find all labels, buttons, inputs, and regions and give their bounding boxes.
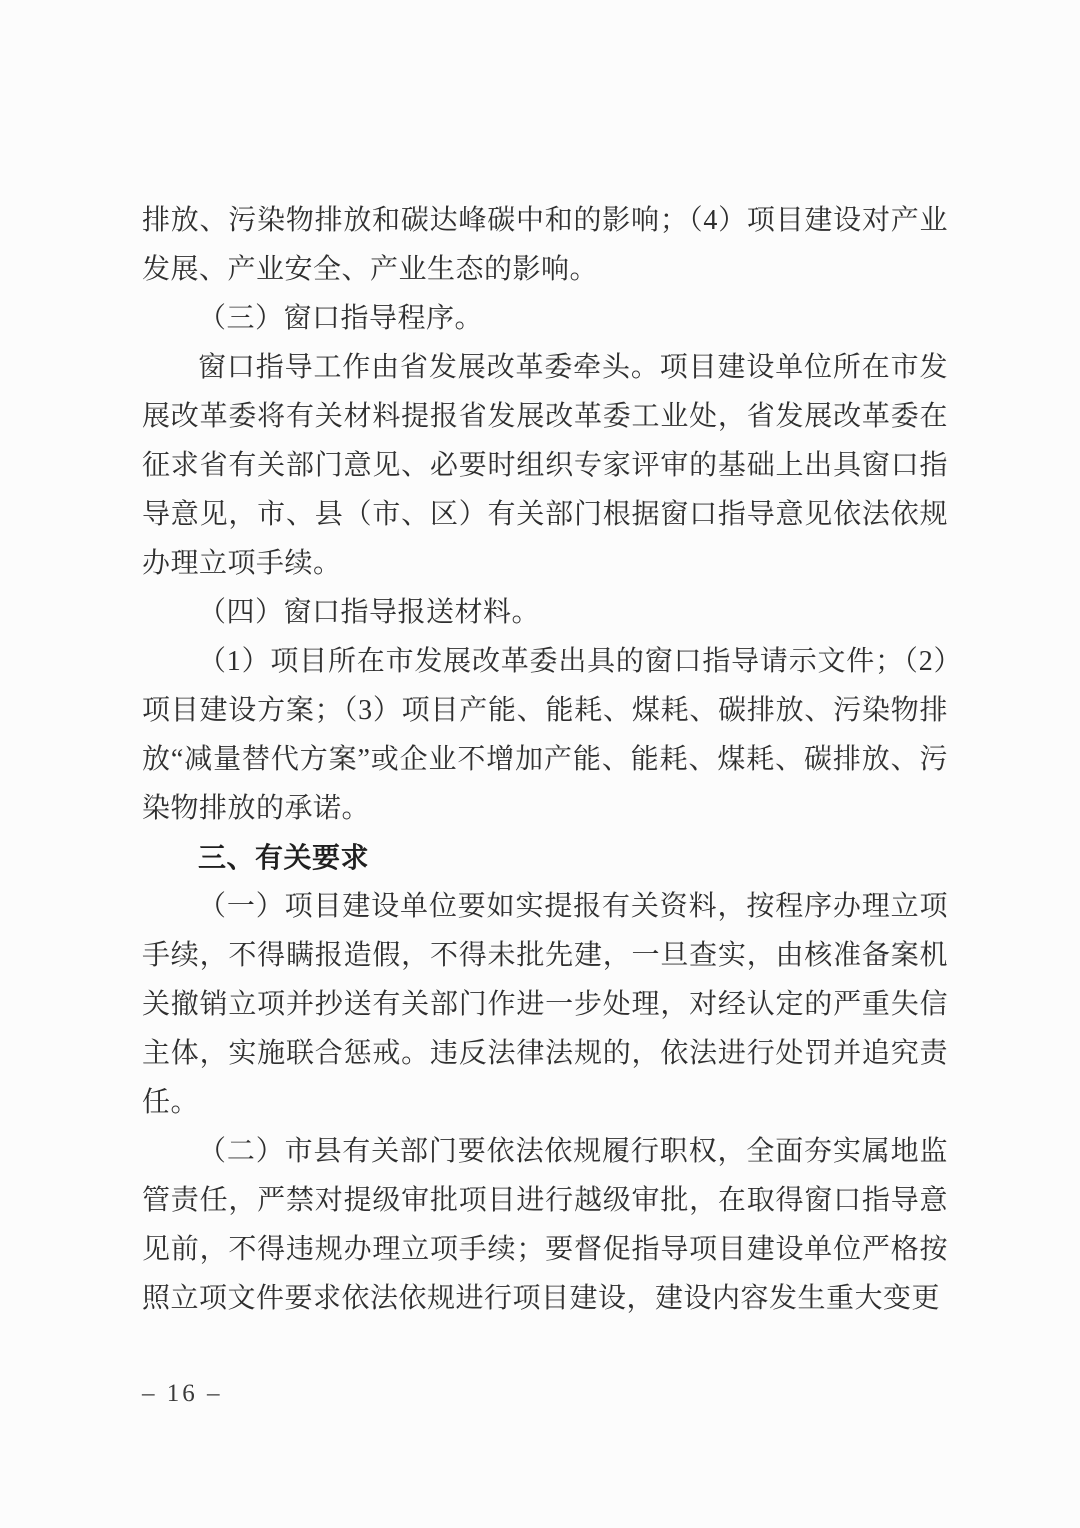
document-body <box>142 196 948 1323</box>
paragraph-submission-materials-list: （1）项目所在市发展改革委出具的窗口指导请示文件；（2）项目建设方案；（3）项目产能、能耗、煤耗、碳排放、污染物排放“减量替代方案”或企业不增加产能、能耗、煤耗、碳排放、污染物排放的承诺。 <box>142 646 948 824</box>
section-heading-requirements: 三、有关要求 <box>198 842 370 873</box>
paragraph-requirement-two: （二）市县有关部门要依法依规履行职权，全面夯实属地监管责任，严禁对提级审批项目进行越级审批，在取得窗口指导意见前，不得违规办理立项手续；要督促指导项目建设单位严格按照立项文件要求依法依规进行项目建设，建设内容发生重大变更 <box>142 1136 948 1314</box>
paragraph-impact-continuation: 排放、污染物排放和碳达峰碳中和的影响；（4）项目建设对产业发展、产业安全、产业生态的影响。 <box>142 205 948 285</box>
subsection-title-window-guidance-procedure: （三）窗口指导程序。 <box>198 303 484 334</box>
paragraph-requirement-one: （一）项目建设单位要如实提报有关资料，按程序办理立项手续，不得瞒报造假，不得未批先建，一旦查实，由核准备案机关撤销立项并抄送有关部门作进一步处理，对经认定的严重失信主体，实施联合惩戒。违反法律法规的，依法进行处罚并追究责任。 <box>142 891 948 1118</box>
paragraph-window-guidance-process: 窗口指导工作由省发展改革委牵头。项目建设单位所在市发展改革委将有关材料提报省发展改革委工业处，省发展改革委在征求省有关部门意见、必要时组织专家评审的基础上出具窗口指导意见，市、县（市、区）有关部门根据窗口指导意见依法依规办理立项手续。 <box>142 352 948 579</box>
page-number: – 16 – <box>142 1380 223 1407</box>
subsection-title-submission-materials: （四）窗口指导报送材料。 <box>198 597 541 628</box>
